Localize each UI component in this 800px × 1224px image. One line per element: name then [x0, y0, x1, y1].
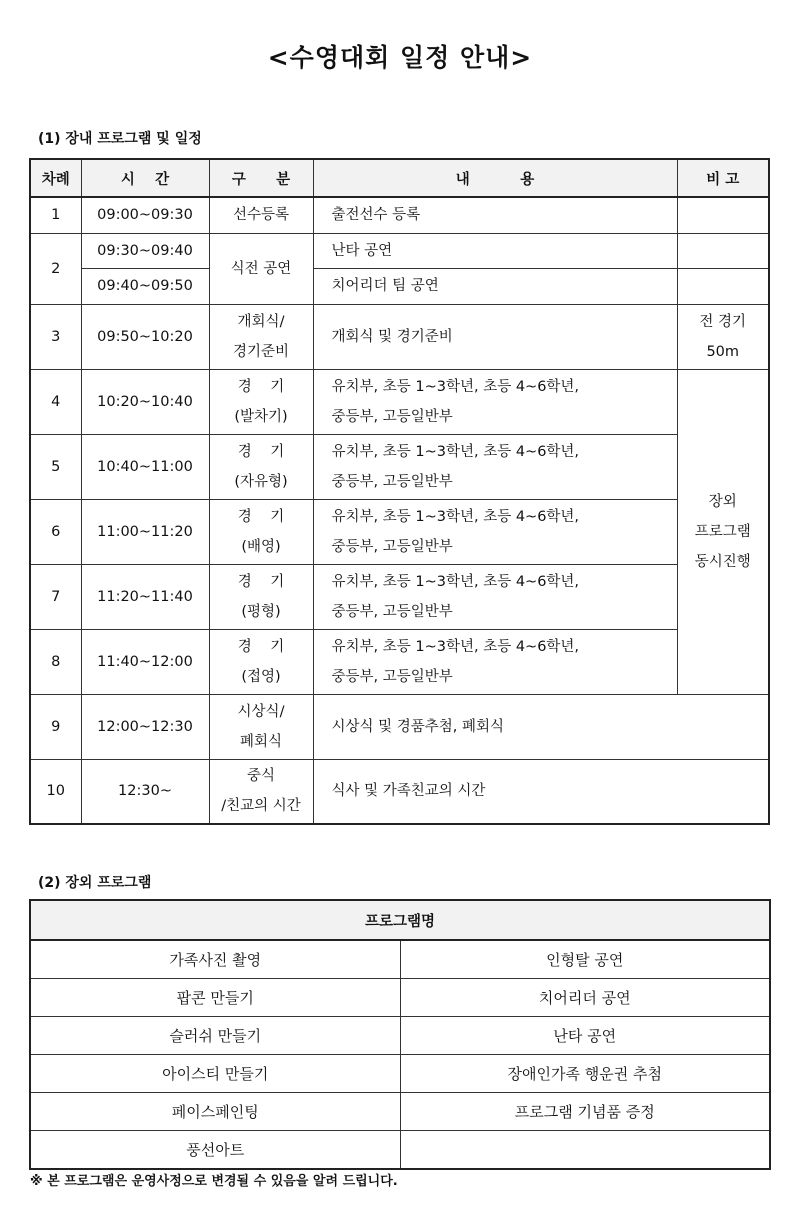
header-content: 내 용	[313, 159, 677, 197]
table-row	[30, 629, 769, 694]
row-category: 경 기 (발차기)	[209, 369, 313, 434]
schedule-header-row	[30, 159, 769, 197]
table-row	[30, 1131, 770, 1170]
row-time: 09:40~09:50	[81, 268, 209, 304]
row-category: 경 기 (배영)	[209, 499, 313, 564]
row-order: 8	[30, 629, 81, 694]
row-category: 경 기 (접영)	[209, 629, 313, 694]
row-content: 난타 공연	[313, 233, 677, 268]
row-order: 2	[30, 233, 81, 304]
table-row	[30, 940, 770, 979]
row-time: 11:20~11:40	[81, 564, 209, 629]
row-content: 식사 및 가족친교의 시간	[313, 759, 769, 824]
row-category: 경 기 (평형)	[209, 564, 313, 629]
row-note	[677, 233, 769, 268]
row-time: 09:50~10:20	[81, 304, 209, 369]
outdoor-program-table	[29, 899, 771, 1170]
schedule-table	[29, 158, 770, 825]
table-row	[30, 434, 769, 499]
row-category: 개회식/ 경기준비	[209, 304, 313, 369]
program-cell: 풍선아트	[30, 1131, 400, 1170]
table-row	[30, 694, 769, 759]
header-order: 차례	[30, 159, 81, 197]
row-order: 7	[30, 564, 81, 629]
program-cell: 아이스티 만들기	[30, 1055, 400, 1093]
section-1-label: (1) 장내 프로그램 및 일정	[38, 131, 202, 147]
table-row	[30, 499, 769, 564]
row-content: 치어리더 팀 공연	[313, 268, 677, 304]
row-content: 개회식 및 경기준비	[313, 304, 677, 369]
row-category: 선수등록	[209, 197, 313, 233]
program-cell: 팝콘 만들기	[30, 979, 400, 1017]
row-content: 유치부, 초등 1~3학년, 초등 4~6학년, 중등부, 고등일반부	[313, 369, 677, 434]
row-order: 5	[30, 434, 81, 499]
program-header: 프로그램명	[30, 900, 770, 940]
footnote: ※ 본 프로그램은 운영사정으로 변경될 수 있음을 알려 드립니다.	[30, 1174, 398, 1189]
row-note	[677, 268, 769, 304]
program-cell: 페이스페인팅	[30, 1093, 400, 1131]
program-cell: 난타 공연	[400, 1017, 770, 1055]
row-note: 전 경기 50m	[677, 304, 769, 369]
program-cell: 프로그램 기념품 증정	[400, 1093, 770, 1131]
row-category: 중식 /친교의 시간	[209, 759, 313, 824]
table-row	[30, 759, 769, 824]
header-note: 비 고	[677, 159, 769, 197]
row-content: 유치부, 초등 1~3학년, 초등 4~6학년, 중등부, 고등일반부	[313, 629, 677, 694]
table-row	[30, 1093, 770, 1131]
row-order: 4	[30, 369, 81, 434]
row-time: 09:30~09:40	[81, 233, 209, 268]
row-order: 9	[30, 694, 81, 759]
program-cell: 장애인가족 행운권 추첨	[400, 1055, 770, 1093]
row-time: 11:40~12:00	[81, 629, 209, 694]
row-time: 12:00~12:30	[81, 694, 209, 759]
program-cell: 가족사진 촬영	[30, 940, 400, 979]
program-header-row	[30, 900, 770, 940]
row-category: 식전 공연	[209, 233, 313, 304]
program-cell	[400, 1131, 770, 1170]
row-order: 6	[30, 499, 81, 564]
row-content: 유치부, 초등 1~3학년, 초등 4~6학년, 중등부, 고등일반부	[313, 564, 677, 629]
table-row	[30, 233, 769, 268]
program-cell: 인형탈 공연	[400, 940, 770, 979]
row-time: 12:30~	[81, 759, 209, 824]
row-order: 1	[30, 197, 81, 233]
row-content: 시상식 및 경품추첨, 폐회식	[313, 694, 769, 759]
table-row	[30, 1055, 770, 1093]
program-cell: 슬러쉬 만들기	[30, 1017, 400, 1055]
row-category: 시상식/ 폐회식	[209, 694, 313, 759]
section-2-label: (2) 장외 프로그램	[38, 875, 152, 891]
table-row	[30, 1017, 770, 1055]
row-note: 장외 프로그램 동시진행	[677, 369, 769, 694]
row-time: 10:40~11:00	[81, 434, 209, 499]
row-time: 11:00~11:20	[81, 499, 209, 564]
row-content: 유치부, 초등 1~3학년, 초등 4~6학년, 중등부, 고등일반부	[313, 499, 677, 564]
table-row	[30, 197, 769, 233]
header-category: 구 분	[209, 159, 313, 197]
row-content: 유치부, 초등 1~3학년, 초등 4~6학년, 중등부, 고등일반부	[313, 434, 677, 499]
row-time: 09:00~09:30	[81, 197, 209, 233]
table-row	[30, 979, 770, 1017]
row-note	[677, 197, 769, 233]
table-row	[30, 369, 769, 434]
table-row	[30, 304, 769, 369]
page-title: <수영대회 일정 안내>	[267, 43, 533, 72]
header-time: 시 간	[81, 159, 209, 197]
row-content: 출전선수 등록	[313, 197, 677, 233]
row-category: 경 기 (자유형)	[209, 434, 313, 499]
table-row	[30, 564, 769, 629]
row-time: 10:20~10:40	[81, 369, 209, 434]
program-cell: 치어리더 공연	[400, 979, 770, 1017]
row-order: 10	[30, 759, 81, 824]
row-order: 3	[30, 304, 81, 369]
table-row	[30, 268, 769, 304]
